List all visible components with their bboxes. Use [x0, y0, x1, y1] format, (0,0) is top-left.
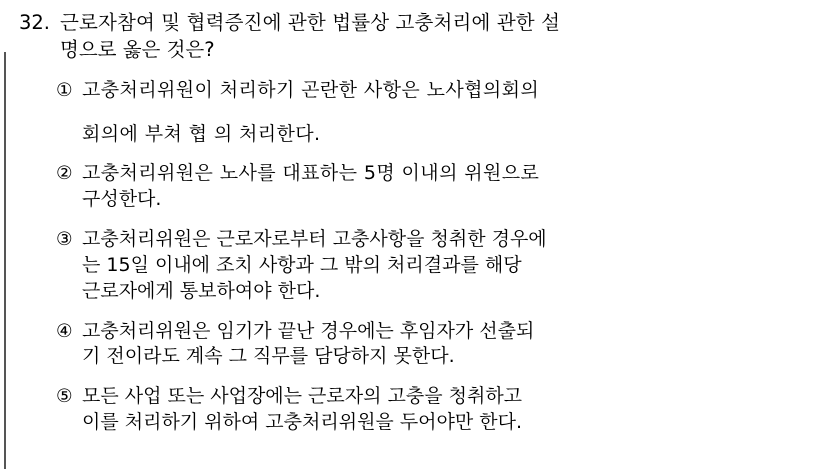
choice-marker-3: ③	[56, 229, 73, 251]
choice-option-5[interactable]	[56, 384, 818, 436]
choice-option-1[interactable]	[56, 78, 818, 148]
choice-option-4[interactable]	[56, 319, 818, 371]
choice-1-line-2: 회의에 부쳐 협 의 처리한다.	[82, 122, 321, 145]
choice-3-line-1: 고충처리위원은 근로자로부터 고충사항을 청취한 경우에	[82, 228, 547, 251]
question-block	[18, 10, 818, 64]
choice-text-1	[82, 78, 818, 148]
choice-4-line-1: 고충처리위원은 임기가 끝난 경우에는 후임자가 선출되	[82, 319, 535, 342]
choice-marker-1: ①	[56, 79, 73, 101]
choice-marker-4: ④	[56, 320, 73, 342]
choice-option-3[interactable]	[56, 227, 818, 304]
choice-text-2	[82, 161, 818, 213]
choice-1-line-1: 고충처리위원이 처리하기 곤란한 사항은 노사협의회의	[82, 78, 540, 101]
choice-2-line-1: 고충처리위원은 노사를 대표하는 5명 이내의 위원으로	[82, 162, 540, 185]
choice-5-line-1: 모든 사업 또는 사업장에는 근로자의 고충을 청취하고	[82, 385, 523, 408]
choice-3-line-3: 근로자에게 통보하여야 한다.	[82, 279, 321, 302]
question-number: 32.	[18, 11, 50, 34]
choice-4-line-2: 기 전이라도 계속 그 직무를 담당하지 못한다.	[82, 345, 455, 368]
choice-2-line-2: 구성한다.	[82, 188, 162, 211]
choice-marker-2: ②	[56, 163, 73, 185]
question-line-1: 근로자참여 및 협력증진에 관한 법률상 고충처리에 관한 설	[60, 11, 561, 34]
question-line-2: 명으로 옳은 것은?	[60, 37, 215, 61]
choice-marker-5: ⑤	[56, 386, 73, 408]
choice-text-3	[82, 227, 818, 304]
choice-3-line-2: 는 15일 이내에 조치 사항과 그 밖의 처리결과를 해당	[82, 253, 522, 276]
choice-text-5	[82, 384, 818, 436]
choice-option-2[interactable]	[56, 161, 818, 213]
choice-5-line-2: 이를 처리하기 위하여 고충처리위원을 두어야만 한다.	[82, 411, 523, 434]
question-text	[60, 10, 750, 64]
choice-text-4	[82, 319, 818, 371]
choice-list	[18, 78, 818, 436]
